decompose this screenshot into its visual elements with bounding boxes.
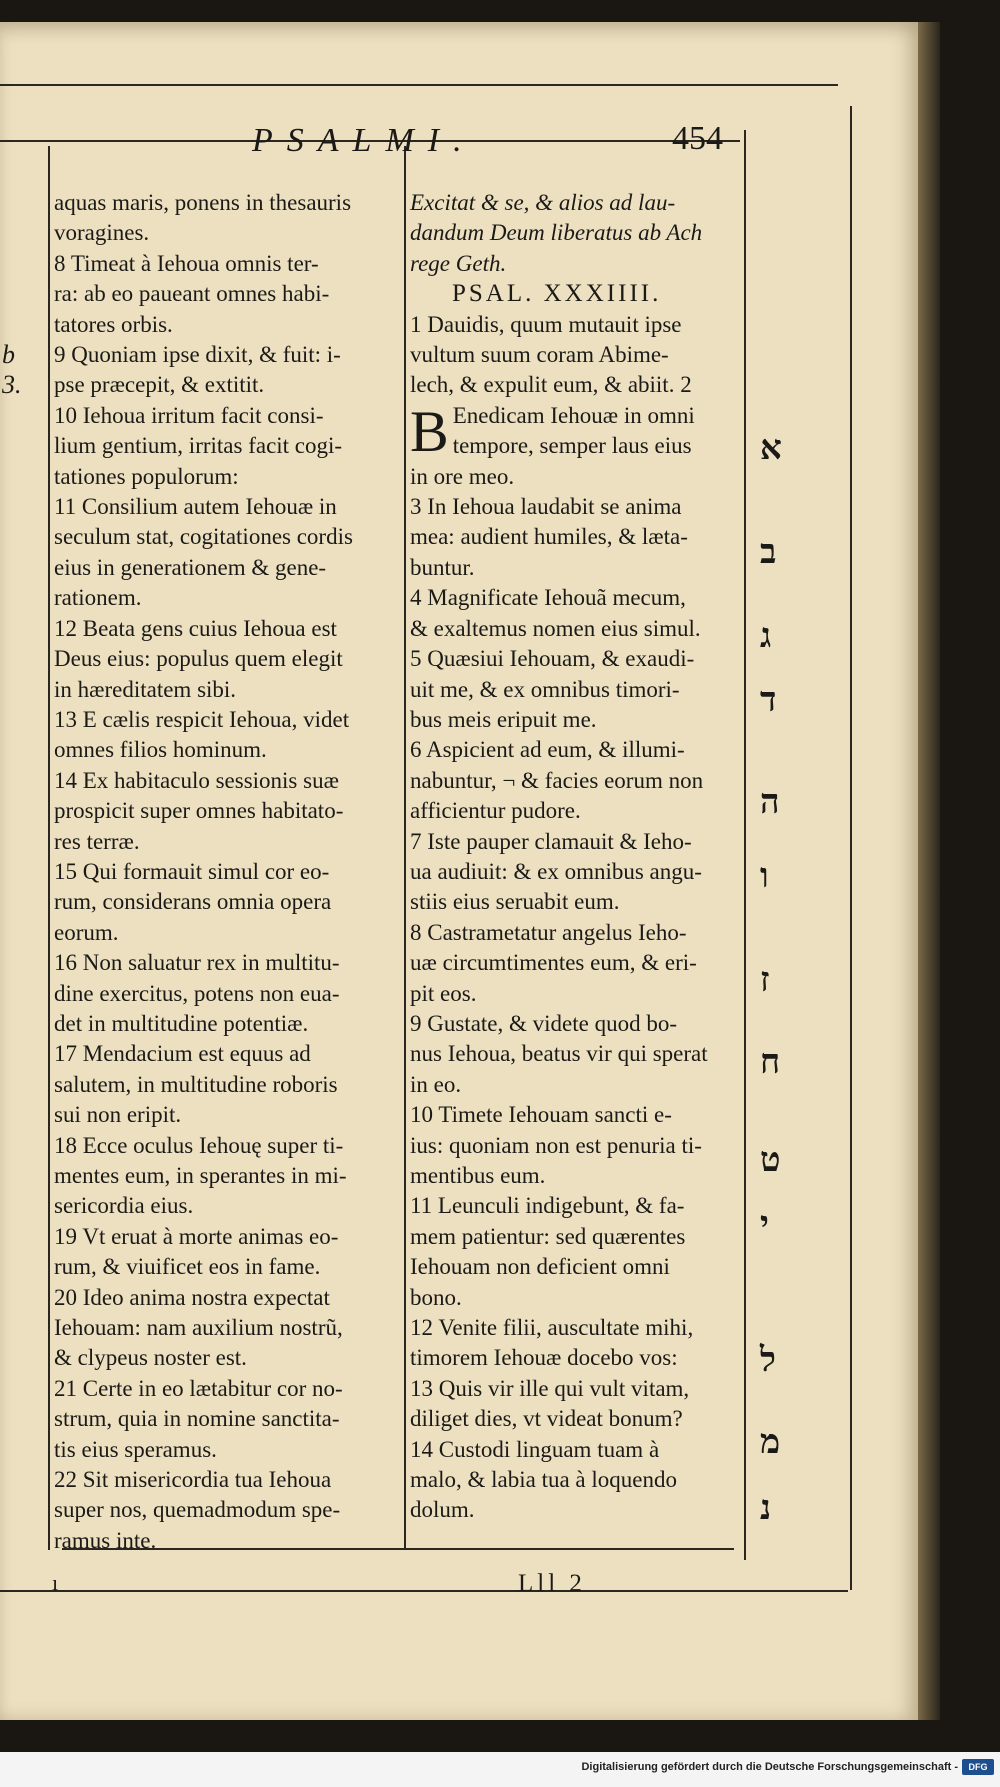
text-line: sui non eripit.	[54, 1102, 182, 1128]
psalm-intro	[410, 310, 740, 401]
credit-strip	[0, 1752, 1000, 1787]
text-line: buntur.	[410, 554, 475, 580]
text-line: in ore meo.	[410, 463, 515, 489]
hebrew-letter-marker: ח	[760, 1044, 781, 1081]
text-line: mea: audient humiles, & læta-	[410, 524, 688, 550]
text-line: 22 Sit misericordia tua Iehoua	[54, 1467, 332, 1493]
text-line: Excitat & se, & alios ad lau-	[410, 190, 676, 215]
left-frame-rule	[48, 146, 50, 1550]
text-line: 4 Magnificate Iehouã mecum,	[410, 585, 686, 611]
funding-credit: Digitalisierung gefördert durch die Deutsche Forschungsgemeinschaft -	[581, 1761, 958, 1773]
text-line: Iehouam: nam auxilium nostrũ,	[54, 1315, 343, 1341]
text-line: dine exercitus, potens non eua-	[54, 980, 340, 1006]
text-line: 10 Iehoua irritum facit consi-	[54, 402, 324, 428]
outer-frame-rule	[850, 106, 852, 1590]
hebrew-letter-marker: מ	[760, 1424, 781, 1461]
top-rule	[0, 84, 838, 86]
text-line: 20 Ideo anima nostra expectat	[54, 1284, 330, 1310]
text-line: eorum.	[54, 919, 119, 945]
text-line: tempore, semper laus eius	[452, 433, 692, 459]
book-page	[0, 22, 918, 1720]
text-line: 11 Leunculi indigebunt, & fa-	[410, 1193, 685, 1219]
text-line: diliget dies, vt videat bonum?	[410, 1406, 683, 1432]
text-line: 15 Qui formauit simul cor eo-	[54, 858, 330, 884]
column-divider	[404, 146, 406, 1550]
text-line: ius: quoniam non est penuria ti-	[410, 1132, 702, 1158]
text-line: 7 Iste pauper clamauit & Ieho-	[410, 828, 692, 854]
text-line: 6 Aspicient ad eum, & illumi-	[410, 737, 685, 763]
text-line: bus meis eripuit me.	[410, 706, 597, 732]
text-line: 9 Quoniam ipse dixit, & fuit: i-	[54, 342, 341, 368]
psalm-verses	[410, 462, 740, 1526]
hebrew-letter-marker: ז	[760, 962, 770, 999]
right-frame-rule	[744, 130, 746, 1560]
text-line: timorem Iehouæ docebo vos:	[410, 1345, 678, 1371]
dropcap-letter: B	[410, 398, 449, 464]
text-line: 17 Mendacium est equus ad	[54, 1041, 311, 1067]
hebrew-letter-marker: ה	[760, 784, 780, 821]
text-line: Enedicam Iehouæ in omni	[452, 402, 695, 428]
text-line: rum, considerans omnia opera	[54, 889, 332, 915]
psalm-argument	[410, 188, 740, 279]
text-line: rationem.	[54, 585, 142, 611]
text-line: lium gentium, irritas facit cogi-	[54, 433, 343, 459]
text-line: 5 Quæsiui Iehouam, & exaudi-	[410, 646, 695, 672]
left-margin-notes	[2, 340, 22, 400]
text-line: salutem, in multitudine roboris	[54, 1071, 338, 1097]
stray-mark: ı	[52, 1570, 59, 1595]
text-line: nabuntur, ¬ & facies eorum non	[410, 767, 704, 793]
text-line: pit eos.	[410, 980, 477, 1006]
hebrew-letter-marker: ל	[760, 1342, 776, 1379]
hebrew-letter-marker: ט	[760, 1142, 781, 1179]
text-line: 16 Non saluatur rex in multitu-	[54, 950, 340, 976]
hebrew-letter-marker: נ	[760, 1490, 772, 1527]
hebrew-letter-marker: ו	[760, 858, 769, 895]
text-line: pse præcepit, & extitit.	[54, 372, 265, 398]
text-line: aquas maris, ponens in thesauris	[54, 190, 352, 215]
text-line: seculum stat, cogitationes cordis	[54, 524, 353, 550]
text-line: dolum.	[410, 1497, 475, 1523]
text-line: 14 Ex habitaculo sessionis suæ	[54, 767, 339, 793]
text-line: 21 Certe in eo lætabitur cor no-	[54, 1375, 343, 1401]
text-line: sericordia eius.	[54, 1193, 194, 1219]
text-line: ra: ab eo paueant omnes habi-	[54, 281, 330, 307]
text-line: in hæreditatem sibi.	[54, 676, 237, 702]
text-line: 12 Venite filii, auscultate mihi,	[410, 1315, 694, 1341]
text-line: 19 Vt eruat à morte animas eo-	[54, 1223, 339, 1249]
text-line: uæ circumtimentes eum, & eri-	[410, 950, 697, 976]
text-line: voragines.	[54, 220, 150, 246]
dfg-logo-icon: DFG	[962, 1759, 994, 1775]
text-line: 11 Consilium autem Iehouæ in	[54, 494, 337, 520]
text-line: 13 E cælis respicit Iehoua, videt	[54, 706, 350, 732]
text-line: nus Iehoua, beatus vir qui sperat	[410, 1041, 708, 1067]
text-line: 12 Beata gens cuius Iehoua est	[54, 615, 337, 641]
text-line: rum, & viuificet eos in fame.	[54, 1254, 321, 1280]
hebrew-letter-marker: ב	[760, 534, 777, 571]
text-line: prospicit super omnes habitato-	[54, 798, 344, 824]
hebrew-letter-marker: ד	[760, 682, 777, 719]
left-column	[54, 188, 399, 1556]
text-line: res terræ.	[54, 828, 140, 854]
text-line: 18 Ecce oculus Iehouę super ti-	[54, 1132, 344, 1158]
dropcap-block	[410, 398, 740, 464]
text-line: ua audiuit: & ex omnibus angu-	[410, 858, 702, 884]
page-number: 454	[672, 120, 723, 157]
text-line: 9 Gustate, & videte quod bo-	[410, 1010, 678, 1036]
text-line: Iehouam non deficient omni	[410, 1254, 670, 1280]
text-line: mem patientur: sed quærentes	[410, 1223, 686, 1249]
text-line: uit me, & ex omnibus timori-	[410, 676, 680, 702]
text-line: dandum Deum liberatus ab Ach	[410, 220, 703, 246]
signature-mark: Lll 2	[518, 1570, 586, 1597]
text-line: malo, & labia tua à loquendo	[410, 1467, 677, 1493]
text-line: afficientur pudore.	[410, 798, 581, 824]
margin-note: 3.	[2, 370, 22, 399]
psalm-heading: PSAL. XXXIIII.	[452, 280, 662, 308]
text-line: 10 Timete Iehouam sancti e-	[410, 1102, 672, 1128]
text-line: strum, quia in nomine sanctita-	[54, 1406, 340, 1432]
text-line: & clypeus noster est.	[54, 1345, 247, 1371]
text-line: super nos, quemadmodum spe-	[54, 1497, 341, 1523]
hebrew-letter-marker: ג	[760, 618, 772, 655]
bottom-rule	[0, 1590, 848, 1592]
text-line: 13 Quis vir ille qui vult vitam,	[410, 1375, 690, 1401]
text-line: Deus eius: populus quem elegit	[54, 646, 343, 672]
text-line: 1 Dauidis, quum mutauit ipse	[410, 311, 682, 337]
text-line: eius in generationem & gene-	[54, 554, 327, 580]
text-line: mentes eum, in sperantes in mi-	[54, 1163, 347, 1188]
text-line: rege Geth.	[410, 250, 507, 276]
text-line: stiis eius seruabit eum.	[410, 889, 620, 915]
text-line: tatores orbis.	[54, 311, 173, 337]
text-line: lech, & expulit eum, & abiit. 2	[410, 372, 692, 398]
page-fold-shadow	[918, 22, 940, 1720]
text-line: bono.	[410, 1284, 462, 1310]
text-line: 8 Castrametatur angelus Ieho-	[410, 919, 687, 945]
running-title: PSALMI.	[252, 122, 476, 159]
text-line: 3 In Iehoua laudabit se anima	[410, 494, 682, 520]
text-line: tis eius speramus.	[54, 1436, 217, 1462]
text-line: tationes populorum:	[54, 463, 239, 489]
text-line: & exaltemus nomen eius simul.	[410, 615, 701, 641]
text-line: det in multitudine potentiæ.	[54, 1010, 309, 1036]
text-line: ramus inte.	[54, 1527, 157, 1553]
text-line: vultum suum coram Abime-	[410, 342, 669, 368]
text-line: 8 Timeat à Iehoua omnis ter-	[54, 250, 319, 276]
text-line: 14 Custodi linguam tuam à	[410, 1436, 660, 1462]
hebrew-letter-marker: א	[760, 430, 782, 467]
text-line: in eo.	[410, 1071, 462, 1097]
hebrew-letter-marker: י	[760, 1206, 769, 1243]
text-line: omnes filios hominum.	[54, 737, 267, 763]
text-line: mentibus eum.	[410, 1163, 546, 1188]
right-column	[410, 188, 740, 1526]
margin-note: b	[2, 340, 15, 369]
